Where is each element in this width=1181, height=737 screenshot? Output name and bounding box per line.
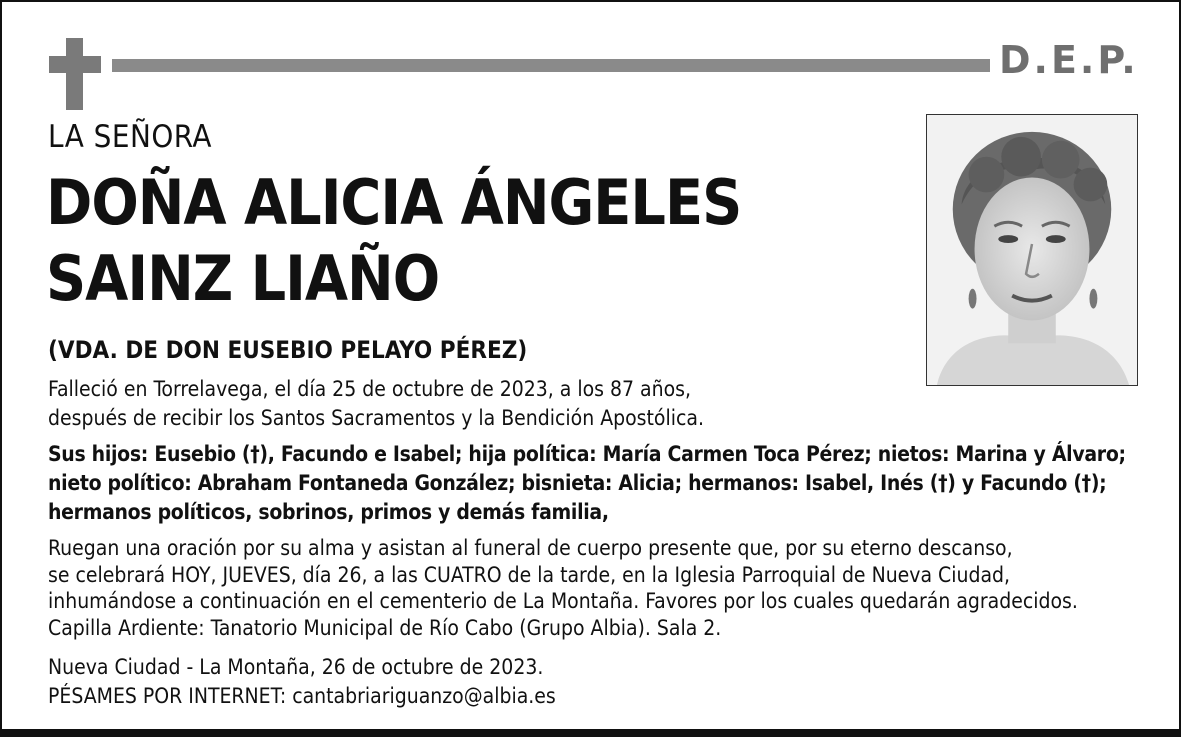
honorific: LA SEÑORA	[48, 119, 212, 155]
condolences-line: PÉSAMES POR INTERNET: cantabriariguanzo@albia.es	[48, 684, 556, 708]
dep-abbreviation: D.E.P.	[999, 38, 1139, 82]
place-date-line: Nueva Ciudad - La Montaña, 26 de octubre de 2023.	[48, 655, 544, 679]
family-line: nieto político: Abraham Fontaneda González; bisnieta: Alicia; hermanos: Isabel, Inés (†) y Facundo (†);	[48, 471, 1107, 495]
funeral-line: Capilla Ardiente: Tanatorio Municipal de Río Cabo (Grupo Albia). Sala 2.	[48, 615, 722, 640]
death-line: después de recibir los Santos Sacramentos y la Bendición Apostólica.	[48, 406, 704, 430]
family-line: hermanos políticos, sobrinos, primos y demás familia,	[48, 500, 609, 524]
name-line: SAINZ LIAÑO	[46, 242, 440, 315]
portrait-image	[927, 115, 1137, 385]
portrait-photo	[926, 114, 1138, 386]
family-line: Sus hijos: Eusebio (†), Facundo e Isabel; hija política: María Carmen Toca Pérez; nietos: Marina y Álvaro;	[48, 442, 1126, 466]
funeral-details	[48, 535, 1173, 641]
funeral-line: se celebrará HOY, JUEVES, día 26, a las CUATRO de la tarde, en la Iglesia Parroquial de Nueva Ciudad,	[48, 562, 1011, 587]
widow-of: (VDA. DE DON EUSEBIO PELAYO PÉREZ)	[48, 336, 528, 364]
funeral-line: inhumándose a continuación en el cementerio de La Montaña. Favores por los cuales quedarán agradecidos.	[48, 589, 1078, 613]
closing-info	[48, 653, 948, 711]
header-rule	[112, 59, 990, 72]
name-line: DOÑA ALICIA ÁNGELES	[46, 166, 742, 239]
funeral-line: Ruegan una oración por su alma y asistan al funeral de cuerpo presente que, por su eterno descanso,	[48, 536, 1013, 560]
deceased-name	[46, 165, 906, 317]
latin-cross-icon	[49, 38, 101, 110]
death-line: Falleció en Torrelavega, el día 25 de octubre de 2023, a los 87 años,	[48, 377, 691, 401]
death-notice	[48, 375, 908, 433]
family-list	[48, 440, 1168, 527]
